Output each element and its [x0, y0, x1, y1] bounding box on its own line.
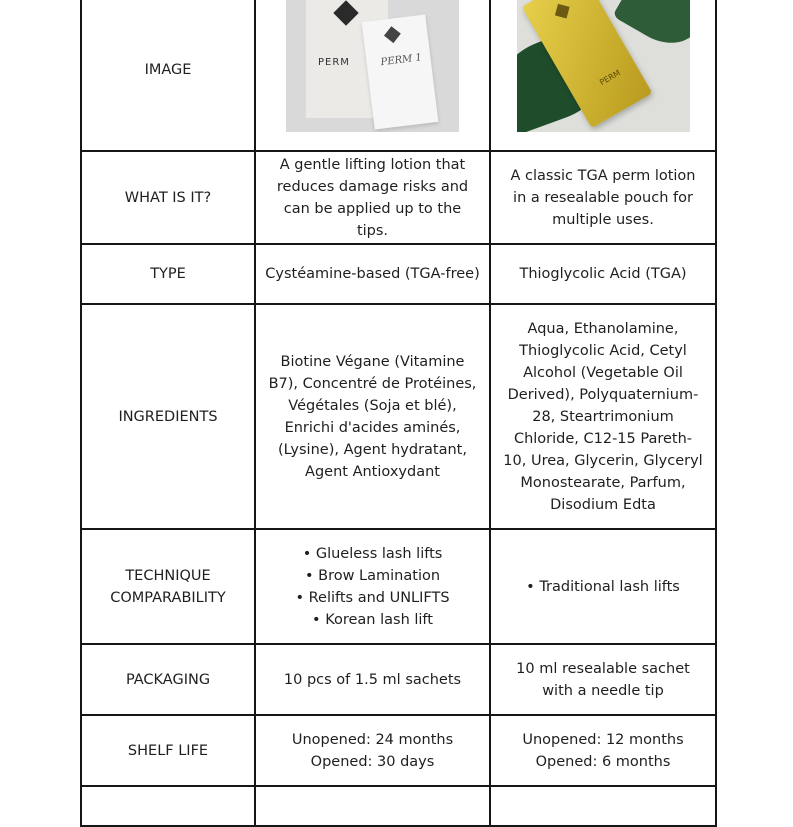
table-row-shelf-life [81, 715, 716, 786]
list-item: • Brow Lamination [304, 567, 441, 584]
row-label-packaging: PACKAGING [81, 644, 255, 715]
shelf-unopened: Unopened: 24 months [291, 731, 454, 748]
product-a-image-cell [255, 0, 490, 151]
row-label-shelf-life: SHELF LIFE [81, 715, 255, 786]
comparison-table [80, 0, 717, 827]
table-row-technique [81, 529, 716, 644]
shelf-opened: Opened: 6 months [535, 753, 671, 770]
table-row-what [81, 151, 716, 244]
cell-what-a: A gentle lifting lotion that reduces damage risks and can be applied up to the tips. [255, 151, 490, 244]
cell-shelf-b [490, 715, 716, 786]
cell-packaging-b: 10 ml resealable sachet with a needle tip [490, 644, 716, 715]
empty-cell [81, 786, 255, 826]
cell-ingredients-b: Aqua, Ethanolamine, Thioglycolic Acid, Cetyl Alcohol (Vegetable Oil Derived), Polyquaternium-28, Steartrimonium Chloride, C12-15 Pareth-10, Urea, Glycerin, Glyceryl Monostearate, Parfum, Disodium Edta [490, 304, 716, 529]
cell-ingredients-a: Biotine Végane (Vitamine B7), Concentré de Protéines, Végétales (Soja et blé), Enrichi d'acides aminés, (Lysine), Agent hydratant, Agent Antioxydant [255, 304, 490, 529]
row-label-image: IMAGE [81, 0, 255, 151]
label-line: COMPARABILITY [110, 589, 226, 606]
cell-shelf-a [255, 715, 490, 786]
empty-cell [490, 786, 716, 826]
card-label: PERM 1 [380, 52, 423, 69]
sachet-card [362, 15, 439, 130]
pouch-label: PERM [597, 68, 622, 88]
cell-technique-b [490, 529, 716, 644]
table-row-next [81, 786, 716, 826]
table-row-packaging [81, 644, 716, 715]
cell-technique-a [255, 529, 490, 644]
brand-logo-icon [384, 26, 401, 43]
list-item: • Relifts and UNLIFTS [295, 589, 450, 606]
table-row-image [81, 0, 716, 151]
cell-type-b: Thioglycolic Acid (TGA) [490, 244, 716, 304]
brand-logo-icon [554, 4, 569, 19]
label-line: TECHNIQUE [125, 567, 211, 584]
list-item: • Glueless lash lifts [302, 545, 443, 562]
cell-type-a: Cystéamine-based (TGA-free) [255, 244, 490, 304]
table-row-ingredients [81, 304, 716, 529]
product-b-image-cell [490, 0, 716, 151]
row-label-what: WHAT IS IT? [81, 151, 255, 244]
list-item: • Korean lash lift [312, 611, 433, 628]
brand-logo-icon [333, 0, 358, 25]
box-label: PERM [318, 57, 350, 68]
shelf-opened: Opened: 30 days [310, 753, 435, 770]
empty-cell [255, 786, 490, 826]
product-b-image [517, 0, 690, 132]
list-item: • Traditional lash lifts [526, 578, 680, 595]
cell-what-b: A classic TGA perm lotion in a resealable pouch for multiple uses. [490, 151, 716, 244]
row-label-technique [81, 529, 255, 644]
table-row-type [81, 244, 716, 304]
row-label-type: TYPE [81, 244, 255, 304]
product-a-image [286, 0, 459, 132]
shelf-unopened: Unopened: 12 months [522, 731, 684, 748]
row-label-ingredients: INGREDIENTS [81, 304, 255, 529]
cell-packaging-a: 10 pcs of 1.5 ml sachets [255, 644, 490, 715]
